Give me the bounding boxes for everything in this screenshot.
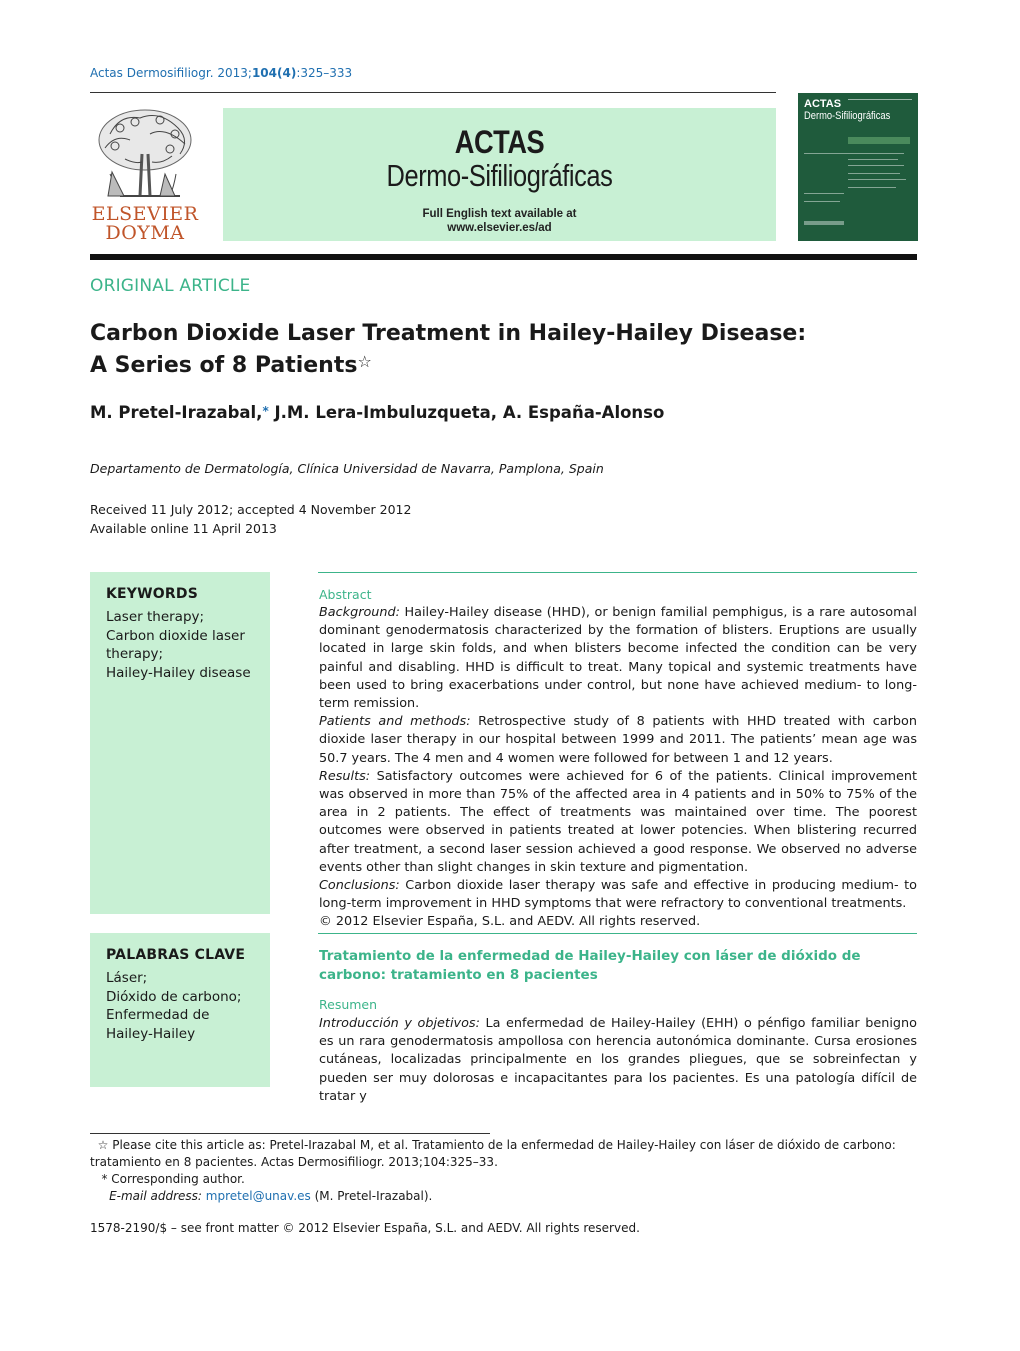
abstract-methods-text: Retrospective study of 8 patients with HHD treated with carbon dioxide laser therapy in our hospital between 1999 and 2011. The patients’ mean age was 50.7 years. The 4 men and 4 women were followed for between 1 and 12 years.: [319, 714, 917, 766]
author-rest: J.M. Lera-Imbuluzqueta, A. España-Alonso: [268, 403, 665, 422]
keyword-item: Carbon dioxide laser therapy;: [106, 627, 245, 662]
elsevier-wordmark-line1: ELSEVIER: [91, 203, 199, 225]
abstract-conclusions-label: Conclusions:: [319, 878, 400, 894]
cover-title-actas: ACTAS: [804, 98, 842, 110]
corresponding-footnote-text: Corresponding author.: [107, 1172, 245, 1186]
keyword-item: Hailey-Hailey disease: [106, 664, 251, 681]
article-type: ORIGINAL ARTICLE: [90, 276, 251, 296]
banner-note: [223, 207, 776, 235]
cover-line: [848, 159, 898, 160]
received-date: Received 11 July 2012; accepted 4 November 2012: [90, 502, 412, 517]
online-date: Available online 11 April 2013: [90, 521, 277, 536]
journal-volume-issue: 104(4): [251, 66, 297, 80]
resumen-rule: [318, 933, 917, 934]
abstract-methods-label: Patients and methods:: [319, 714, 471, 730]
cover-bar: [848, 137, 910, 144]
cover-line: [848, 179, 906, 180]
article-title-line1: Carbon Dioxide Laser Treatment in Hailey-Hailey Disease:: [90, 321, 807, 346]
keyword-item: Laser therapy;: [106, 609, 205, 625]
cover-line: [804, 153, 904, 154]
article-title-line2-text: A Series of 8 Patients: [90, 353, 358, 378]
email-owner: (M. Pretel-Irazabal).: [310, 1189, 433, 1203]
banner-title-dermo: Dermo-Sifiliográficas: [386, 158, 613, 193]
elsevier-wordmark-line2: DOYMA: [105, 222, 185, 244]
abstract-conclusions-text: Carbon dioxide laser therapy was safe and effective in producing medium- to long-term improvement in HHD symptoms that were refractory to conventional treatments.: [319, 878, 917, 912]
journal-cover-thumbnail[interactable]: [798, 93, 918, 241]
journal-citation[interactable]: [90, 66, 352, 80]
keywords-list: [106, 608, 266, 682]
keywords-box: [90, 572, 270, 914]
banner-note-link[interactable]: www.elsevier.es/ad: [447, 222, 552, 234]
abstract-conclusions: [319, 877, 917, 913]
journal-pages: :325–333: [296, 66, 353, 80]
author-list: [90, 403, 664, 422]
article-title: [90, 318, 910, 382]
email-link[interactable]: mpretel@unav.es: [205, 1189, 311, 1203]
cite-footnote-star-icon: ☆: [97, 1138, 109, 1152]
palabras-clave-list: [106, 969, 256, 1043]
abstract-results-text: Satisfactory outcomes were achieved for 6 of the patients. Clinical improvement was observed in more than 75% of the affected area in 4 patients and in 50% to 75% of the area in 2 patients. The effect of treatments was maintained over time. The poorest outcomes were observed in patients treated at lower potencies. When blistering recurred after treatment, a second laser session achieved a good response. We observed no adverse events other than slight changes in skin texture and pigmentation.: [319, 768, 917, 875]
affiliation: Departamento de Dermatología, Clínica Universidad de Navarra, Pamplona, Spain: [90, 461, 604, 476]
author-first: M. Pretel-Irazabal,: [90, 403, 263, 422]
cover-line: [848, 173, 900, 174]
palabra-clave-item: Láser;: [106, 970, 148, 986]
spanish-title: Tratamiento de la enfermedad de Hailey-Hailey con láser de dióxido de carbono: tratamiento en 8 pacientes: [319, 948, 861, 983]
corresponding-footnote-mark: *: [101, 1172, 108, 1186]
elsevier-wordmark: [90, 205, 200, 243]
abstract-copyright: © 2012 Elsevier España, S.L. and AEDV. All rights reserved.: [319, 914, 701, 930]
cover-title-dermo: Dermo-Sifiliográficas: [804, 110, 891, 122]
abstract-results: [319, 768, 917, 877]
cover-line: [804, 193, 844, 194]
palabra-clave-item: Enfermedad de Hailey-Hailey: [106, 1007, 210, 1042]
resumen-intro-text: La enfermedad de Hailey-Hailey (EHH) o pénfigo familiar benigno es un rara genodermatosis ampollosa con herencia autonómica dominante. Cursa erosiones cutáneas, localizadas principalmente en los grandes pliegues, que se sobreinfectan y pueden ser muy dolorosas e incapacitantes para los pacientes. Es una patología difícil de tratar y: [319, 1016, 917, 1104]
cover-line: [848, 165, 904, 166]
cover-line: [804, 201, 840, 202]
resumen-body: [319, 1015, 917, 1106]
banner-note-line1: Full English text available at: [422, 208, 577, 220]
abstract-body: [319, 604, 917, 932]
cover-line: [848, 187, 896, 188]
abstract-heading: Abstract: [319, 587, 372, 602]
resumen-intro: [319, 1015, 917, 1106]
cover-bottom-mark: [804, 221, 844, 225]
corresponding-footnote: [90, 1171, 917, 1188]
palabras-clave-box: [90, 933, 270, 1087]
abstract-results-label: Results:: [319, 768, 371, 784]
keywords-heading: KEYWORDS: [106, 586, 198, 602]
abstract-rule: [318, 572, 917, 573]
journal-banner: [223, 108, 776, 241]
journal-name: Actas Dermosifiliogr.: [90, 66, 214, 80]
issn-line: 1578-2190/$ – see front matter © 2012 Elsevier España, S.L. and AEDV. All rights reserved.: [90, 1221, 640, 1235]
abstract-methods: [319, 713, 917, 768]
journal-year: 2013;: [217, 66, 252, 80]
banner-title-actas: ACTAS: [454, 124, 545, 160]
article-title-line2: [90, 350, 910, 382]
resumen-heading: Resumen: [319, 997, 378, 1012]
abstract-background: [319, 604, 917, 713]
article-dates: [90, 500, 411, 538]
resumen-intro-label: Introducción y objetivos:: [319, 1016, 480, 1031]
elsevier-logo: [90, 104, 200, 242]
header-rule: [90, 92, 776, 93]
cite-footnote-text: Please cite this article as: Pretel-Irazabal M, et al. Tratamiento de la enfermedad de Hailey-Hailey con láser de dióxido de carbono: tratamiento en 8 pacientes. Actas Dermosifiliogr. 2013;104:325–33.: [90, 1138, 896, 1169]
palabra-clave-item: Dióxido de carbono;: [106, 988, 242, 1005]
footnotes: [90, 1137, 917, 1205]
cover-line: [848, 99, 912, 100]
header-thick-rule: [90, 254, 917, 260]
abstract-background-text: Hailey-Hailey disease (HHD), or benign familial pemphigus, is a rare autosomal dominant genodermatosis characterized by the formation of blisters. Eruptions are usually located in large skin folds, and when blisters become infected the condition can be very painful and disabling. HHD is difficult to treat. Many topical and systemic treatments have been used to bring exacerbations under control, but none have achieved medium- to long-term remission.: [319, 605, 917, 712]
email-label: E-mail address:: [109, 1189, 202, 1203]
abstract-background-label: Background:: [319, 605, 400, 620]
email-footnote: [90, 1188, 917, 1205]
palabras-clave-heading: PALABRAS CLAVE: [106, 947, 246, 963]
elsevier-tree-icon: [90, 104, 200, 204]
corresponding-author-mark[interactable]: *: [262, 404, 269, 418]
cite-footnote: [90, 1137, 917, 1171]
footnote-rule: [90, 1133, 490, 1134]
title-footnote-star-icon[interactable]: ☆: [357, 352, 372, 371]
